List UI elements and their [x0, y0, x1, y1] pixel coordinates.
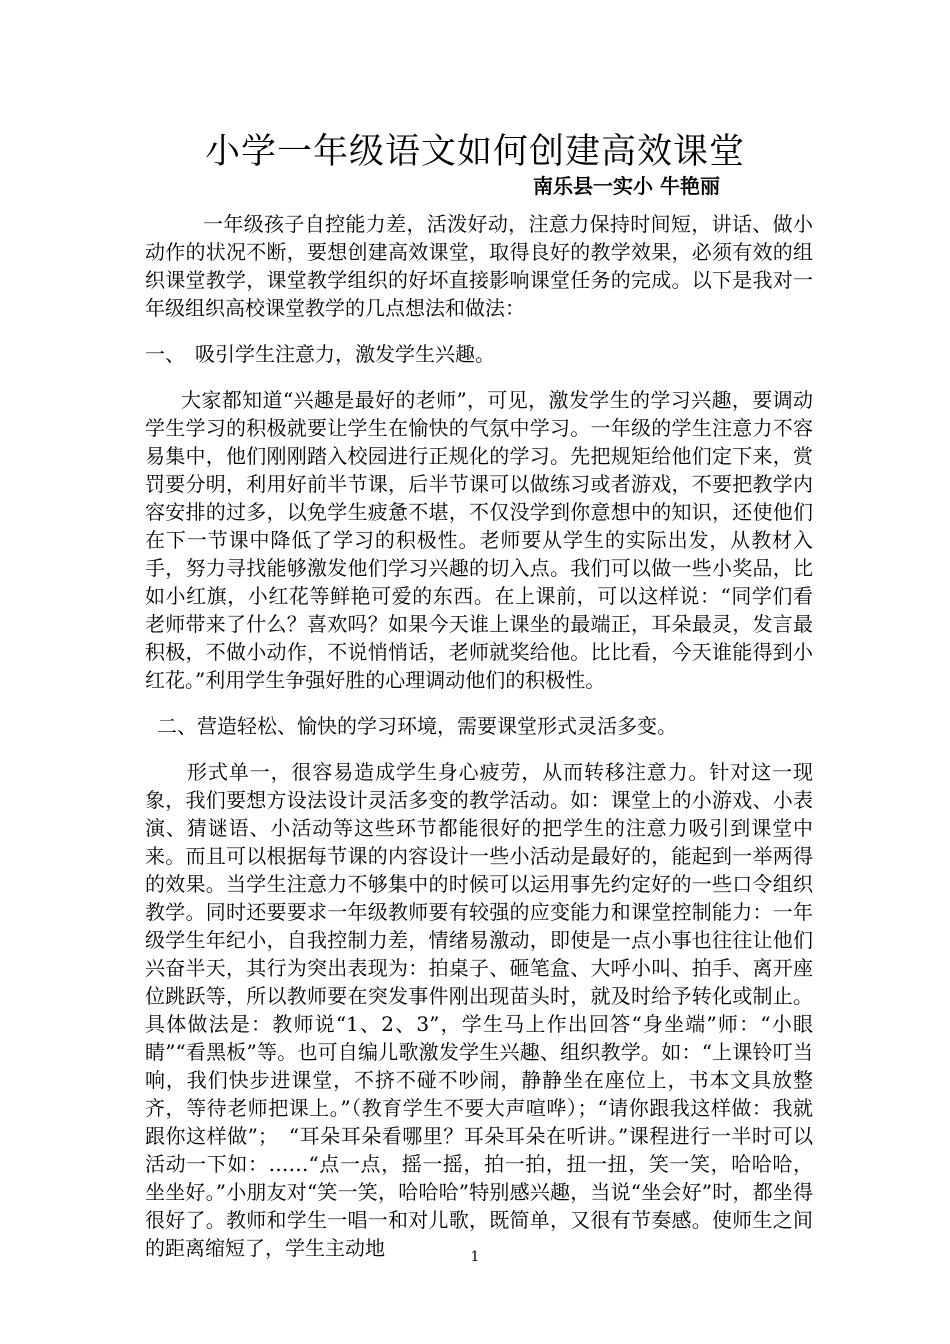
section-paragraph-1: 大家都知道“兴趣是最好的老师”，可见，激发学生的学习兴趣，要调动学生学习的积极就要让学生在愉快的气氛中学习。一年级的学生注意力不容易集中，他们刚刚踏入校园进行正规化的学习。先把规矩给他们定下来，赏罚要分明，利用好前半节课，后半节课可以做练习或者游戏，不要把教学内容安排的过多，以免学生疲惫不堪，不仅没学到你意想中的知识，还使他们在下一节课中降低了学习的积极性。老师要从学生的实际出发，从教材入手，努力寻找能够激发他们学习兴趣的切入点。我们可以做一些小奖品，比如小红旗，小红花等鲜艳可爱的东西。在上课前，可以这样说：“同学们看老师带来了什么？喜欢吗？如果今天谁上课坐的最端正，耳朵最灵，发言最积极，不做小动作，不说悄悄话，老师就奖给他。比比看，今天谁能得到小红花。”利用学生争强好胜的心理调动他们的积极性。	[145, 388, 813, 692]
intro-paragraph: 一年级孩子自控能力差，活泼好动，注意力保持时间短，讲话、做小动作的状况不断，要想创建高效课堂，取得良好的教学效果，必须有效的组织课堂教学，课堂教学组织的好坏直接影响课堂任务的完成。以下是我对一年级组织高校课堂教学的几点想法和做法：	[145, 212, 813, 320]
section-heading-1: 一、 吸引学生注意力，激发学生兴趣。	[145, 342, 495, 366]
document-author: 南乐县一实小 牛艳丽	[533, 174, 720, 198]
section-heading-2: 二、营造轻松、愉快的学习环境，需要课堂形式灵活多变。	[157, 714, 677, 738]
document-body	[145, 210, 813, 1262]
document-title: 小学一年级语文如何创建高效课堂	[204, 132, 745, 172]
page-number: 1	[470, 1249, 480, 1265]
section-paragraph-2: 形式单一，很容易造成学生身心疲劳，从而转移注意力。针对这一现象，我们要想方设法设计灵活多变的教学活动。如：课堂上的小游戏、小表演、猜谜语、小活动等这些环节都能很好的把学生的注意力吸引到课堂中来。而且可以根据每节课的内容设计一些小活动是最好的，能起到一举两得的效果。当学生注意力不够集中的时候可以运用事先约定好的一些口令组织教学。同时还要要求一年级教师要有较强的应变能力和课堂控制能力：一年级学生年纪小，自我控制力差，情绪易激动，即使是一点小事也往往让他们兴奋半天，其行为突出表现为：拍桌子、砸笔盒、大呼小叫、拍手、离开座位跳跃等，所以教师要在突发事件刚出现苗头时，就及时给予转化或制止。具体做法是：教师说“1、2、3”，学生马上作出回答“身坐端”师：“小眼睛”“看黑板”等。也可自编儿歌激发学生兴趣、组织教学。如：“上课铃叮当响，我们快步进课堂，不挤不碰不吵闹，静静坐在座位上，书本文具放整齐，等待老师把课上。”（教育学生不要大声喧哗）；“请你跟我这样做：我就跟你这样做”； “耳朵耳朵看哪里？耳朵耳朵在听讲。”课程进行一半时可以活动一下如：……“点一点，摇一摇，拍一拍，扭一扭，笑一笑，哈哈哈，坐坐好。”小朋友对“笑一笑，哈哈哈”特别感兴趣，当说“坐会好”时，都坐得很好了。教师和学生一唱一和对儿歌，既简单，又很有节奏感。使师生之间的距离缩短了，学生主动地	[145, 760, 813, 1260]
